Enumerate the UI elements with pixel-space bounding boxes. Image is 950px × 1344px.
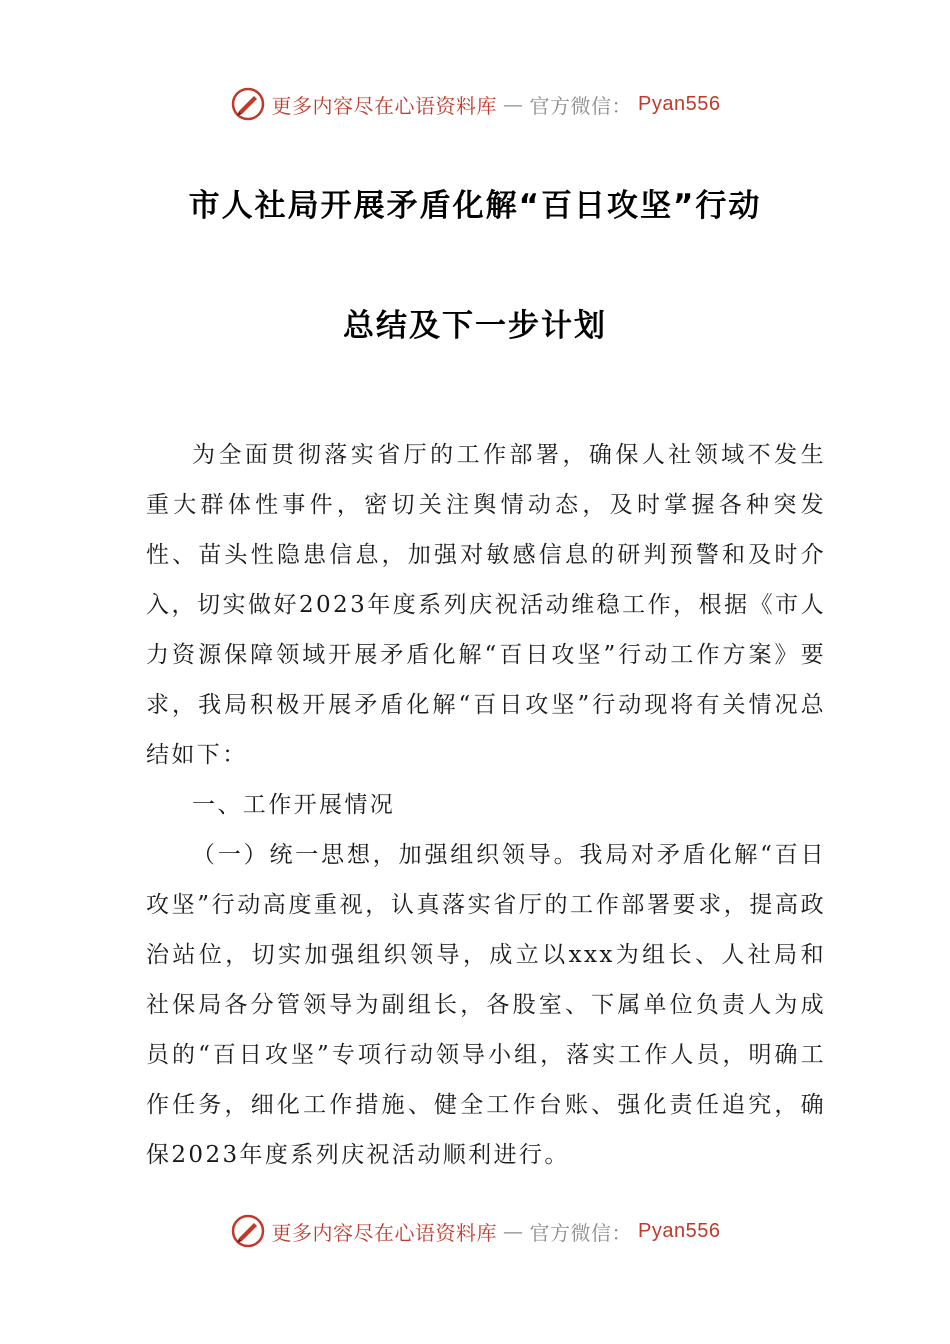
document-title-line2: 总结及下一步计划 [343, 308, 607, 344]
intro-paragraph: 为全面贯彻落实省厅的工作部署，确保人社领域不发生重大群体性事件，密切关注舆情动态，及时掌握各种突发性、苗头性隐患信息，加强对敏感信息的研判预警和及时介入，切实做好2023年度系列庆祝活动维稳工作，根据《市人力资源保障领域开展矛盾化解“百日攻坚”行动工作方案》要求，我局积极开展矛盾化解“百日攻坚”行动现将有关情况总结如下： [146, 442, 826, 768]
watermark-brand: 更多内容尽在心语资料库 [271, 93, 498, 118]
watermark-wechat-id: Pyan556 [638, 1219, 721, 1242]
pen-logo-icon [230, 86, 266, 122]
pen-logo-icon [230, 1213, 266, 1249]
section-paragraph: （一）统一思想，加强组织领导。我局对矛盾化解“百日攻坚”行动高度重视，认真落实省厅的工作部署要求，提高政治站位，切实加强组织领导，成立以xxx为组长、人社局和社保局各分管领导为副组长，各股室、下属单位负责人为成员的“百日攻坚”专项行动领导小组，落实工作人员，明确工作任务，细化工作措施、健全工作台账、强化责任追究，确保2023年度系列庆祝活动顺利进行。 [146, 842, 826, 1168]
document-title-line1: 市人社局开展矛盾化解“百日攻坚”行动 [188, 188, 762, 224]
document-body [146, 430, 826, 1180]
watermark-separator: — [503, 92, 524, 116]
watermark-official: 官方微信： [529, 93, 633, 118]
header-watermark [0, 86, 950, 122]
footer-watermark [0, 1213, 950, 1249]
watermark-official: 官方微信： [529, 1220, 633, 1245]
watermark-wechat-id: Pyan556 [638, 92, 721, 115]
watermark-brand: 更多内容尽在心语资料库 [271, 1220, 498, 1245]
watermark-separator: — [503, 1219, 524, 1243]
section-heading: 一、工作开展情况 [192, 792, 396, 818]
